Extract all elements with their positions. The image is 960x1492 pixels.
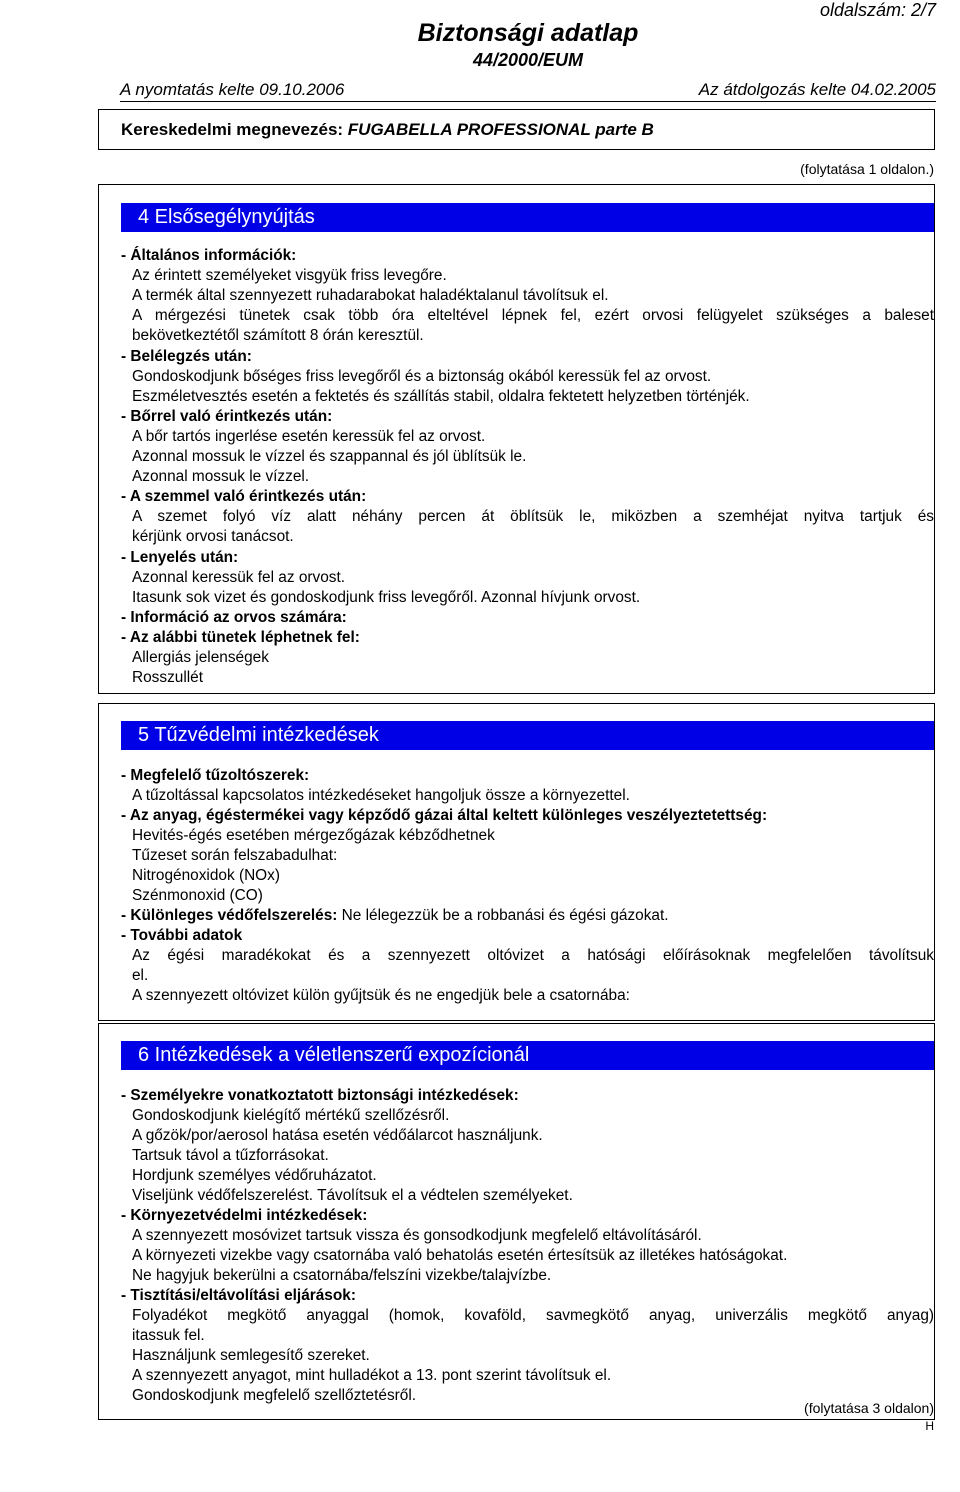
revision-date: Az átdolgozás kelte 04.02.2005 xyxy=(698,80,936,99)
subsection-heading xyxy=(121,1086,519,1106)
body-text-line: Eszméletvesztés esetén a fektetés és szállítás stabil, oldalra fektetett helyzetben történjék. xyxy=(132,387,750,405)
subsection-label: - Az alábbi tünetek léphetnek fel: xyxy=(121,628,360,646)
body-text-line: A szennyezett oltóvizet külön gyűjtsük és ne engedjük bele a csatornába: xyxy=(132,987,630,1004)
subsection-heading xyxy=(121,1286,356,1306)
body-text-line: kérjünk orvosi tanácsot. xyxy=(132,528,294,546)
subsection-label: - Megfelelő tűzoltószerek: xyxy=(121,767,310,784)
section-6-box xyxy=(98,1023,935,1420)
section-4-header xyxy=(121,203,934,232)
subsection-inline-text: Ne lélegezzük be a robbanási és égési gázokat. xyxy=(337,907,669,924)
subsection-label: - Az anyag, égéstermékei vagy képződő gázai által keltett különleges veszélyeztetettség: xyxy=(121,807,768,824)
subsection-heading xyxy=(121,926,242,946)
body-text-line: Nitrogénoxidok (NOx) xyxy=(132,867,280,884)
subsection-label: - További adatok xyxy=(121,927,243,944)
body-text-line: Azonnal mossuk le vízzel és szappannal és jól üblítsük le. xyxy=(132,448,527,465)
subsection-label: - Különleges védőfelszerelés: xyxy=(121,907,338,924)
subsection-label: - A szemmel való érintkezés után: xyxy=(121,488,367,506)
subsection-label: - Lenyelés után: xyxy=(121,548,239,566)
subsection-heading xyxy=(121,766,309,786)
subsection-heading xyxy=(121,548,238,568)
subsection-label: - Bőrrel való érintkezés után: xyxy=(121,407,333,425)
subsection-label: - Általános információk: xyxy=(121,247,297,264)
body-text-line: A gőzök/por/aerosol hatása esetén védőálarcot használjunk. xyxy=(132,1127,543,1144)
print-date: A nyomtatás kelte 09.10.2006 xyxy=(120,80,345,99)
body-text-line: A mérgezési tünetek csak több óra elteltével lépnek fel, ezért orvosi felügyelet szükséges a baleset xyxy=(132,307,934,325)
body-text-line: Tartsuk távol a tűzforrásokat. xyxy=(132,1147,329,1164)
subsection-label: - Információ az orvos számára: xyxy=(121,608,347,626)
subsection-label: - Belélegzés után: xyxy=(121,347,252,365)
body-text-line: A tűzoltással kapcsolatos intézkedéseket hangoljuk össze a környezettel. xyxy=(132,787,630,804)
subsection-heading xyxy=(121,487,366,507)
body-text-line: Ne hagyjuk bekerülni a csatornába/felszíni vizekbe/talajvízbe. xyxy=(132,1267,552,1284)
subsection-heading xyxy=(121,407,332,427)
subsection-label: - Környezetvédelmi intézkedések: xyxy=(121,1207,368,1224)
subsection-heading xyxy=(121,608,347,628)
document-title: Biztonsági adatlap xyxy=(417,19,639,47)
body-text-line: A szennyezett anyagot, mint hulladékot a 13. pont szerint távolítsuk el. xyxy=(132,1367,612,1384)
body-text-line: Rosszullét xyxy=(132,669,203,687)
body-text-line: Hordjunk személyes védőruházatot. xyxy=(132,1167,377,1184)
body-text-line: Gondoskodjunk megfelelő szellőztetésről. xyxy=(132,1387,417,1404)
body-text-line: Azonnal mossuk le vízzel. xyxy=(132,468,310,486)
body-text-line: A szennyezett mosóvizet tartsuk vissza és gonsodkodjunk megfelelő eltávolításáról. xyxy=(132,1227,702,1244)
body-text-line: Hevités-égés esetében mérgezőgázak kébződhetnek xyxy=(132,827,495,844)
subsection-heading xyxy=(121,1206,367,1226)
body-text-line: Tűzeset során felszabadulhat: xyxy=(132,847,338,864)
section-4-box xyxy=(98,184,935,694)
trade-name xyxy=(121,120,654,140)
header-divider xyxy=(120,101,936,102)
section-5-header xyxy=(121,721,934,750)
subsection-heading xyxy=(121,246,296,266)
section-5-box xyxy=(98,703,935,1021)
page-number: oldalszám: 2/7 xyxy=(819,0,936,20)
body-text-line: el. xyxy=(132,967,149,984)
section-4-title: 4 Elsősegélynyújtás xyxy=(138,206,315,228)
body-text-line: A szemet folyó víz alatt néhány percen át öblítsük le, miközben a szemhéjat nyitva tartjuk és xyxy=(132,508,934,526)
body-text-line: bekövetkeztétől számított 8 órán keresztül. xyxy=(132,327,424,345)
document-regulation: 44/2000/EUM xyxy=(472,50,584,70)
body-text-line: Az érintett személyeket visgyük friss levegőre. xyxy=(132,267,447,285)
body-text-line: A bőr tartós ingerlése esetén keressük fel az orvost. xyxy=(132,427,486,445)
subsection-heading xyxy=(121,806,767,826)
body-text-line: Allergiás jelenségek xyxy=(132,649,269,666)
subsection-heading xyxy=(121,628,360,648)
continued-from: (folytatása 1 oldalon.) xyxy=(800,161,934,177)
body-text-line: Az égési maradékokat és a szennyezett oltóvizet a hatósági előírásoknak megfelelően távolítsuk xyxy=(132,947,934,964)
subsection-heading xyxy=(121,347,252,367)
subsection-label: - Tisztítási/eltávolítási eljárások: xyxy=(121,1287,356,1304)
subsection-label: - Személyekre vonatkoztatott biztonsági intézkedések: xyxy=(121,1087,519,1104)
body-text-line: itassuk fel. xyxy=(132,1327,205,1344)
body-text-line: Itasunk sok vizet és gondoskodjunk friss levegőről. Azonnal hívjunk orvost. xyxy=(132,588,641,606)
body-text-line: A környezeti vizekbe vagy csatornába való behatolás esetén értesítsük az illetékes hatóságokat. xyxy=(132,1247,788,1264)
footer-mark: H xyxy=(925,1419,934,1433)
subsection-heading xyxy=(121,906,669,926)
body-text-line: Szénmonoxid (CO) xyxy=(132,887,263,904)
body-text-line: A termék által szennyezett ruhadarabokat haladéktalanul távolítsuk el. xyxy=(132,287,609,305)
body-text-line: Viseljünk védőfelszerelést. Távolítsuk el a védtelen személyeket. xyxy=(132,1187,573,1204)
body-text-line: Folyadékot megkötő anyaggal (homok, kovaföld, savmegkötő anyag, univerzális megkötő anyag) xyxy=(132,1307,934,1324)
section-6-header xyxy=(121,1041,934,1070)
body-text-line: Azonnal keressük fel az orvost. xyxy=(132,568,346,586)
trade-name-label: Kereskedelmi megnevezés: xyxy=(121,120,348,139)
product-name: FUGABELLA PROFESSIONAL parte B xyxy=(347,120,654,139)
section-6-title: 6 Intézkedések a véletlenszerű expozícionál xyxy=(138,1044,530,1066)
body-text-line: Gondoskodjunk bőséges friss levegőről és a biztonság okából keressük fel az orvost. xyxy=(132,367,712,385)
body-text-line: Használjunk semlegesítő szereket. xyxy=(132,1347,370,1364)
body-text-line: Gondoskodjunk kielégítő mértékű szellőzésről. xyxy=(132,1107,450,1124)
continued-to: (folytatása 3 oldalon) xyxy=(804,1400,934,1416)
section-5-title: 5 Tűzvédelmi intézkedések xyxy=(138,724,379,746)
